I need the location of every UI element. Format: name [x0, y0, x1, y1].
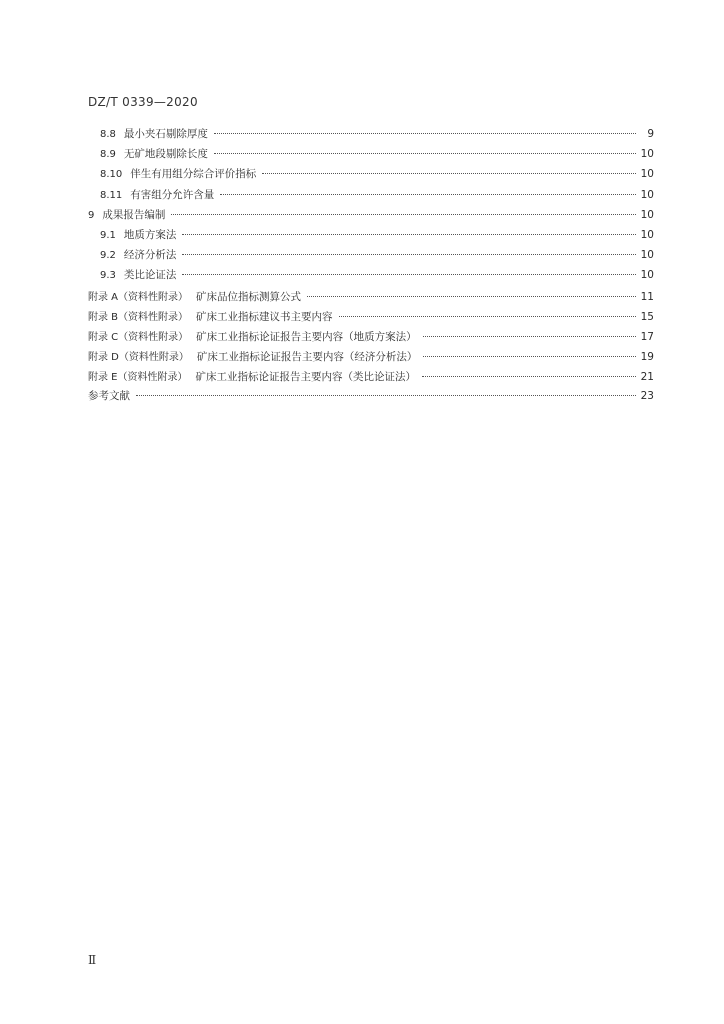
dot-leader — [182, 234, 636, 235]
toc-entry-title: 有害组分允许含量 — [130, 188, 215, 201]
table-of-contents — [88, 126, 654, 409]
toc-entry-page: 10 — [640, 249, 654, 262]
dot-leader — [423, 356, 636, 357]
toc-entry-number: 9.3 — [100, 270, 116, 282]
toc-entry-page: 17 — [640, 330, 654, 343]
toc-entry-page: 19 — [640, 351, 654, 364]
toc-entry-page: 15 — [640, 310, 654, 323]
dot-leader — [182, 254, 636, 255]
toc-entry-title: 经济分析法 — [123, 249, 177, 262]
page-number: Ⅱ — [88, 953, 97, 967]
toc-entry-page: 10 — [640, 208, 654, 221]
toc-entry-number: 8.10 — [100, 169, 123, 181]
toc-entry-page: 10 — [640, 188, 654, 201]
toc-entry-8-10[interactable] — [88, 166, 654, 186]
toc-entry-appendix-e[interactable] — [88, 368, 654, 388]
toc-entry-title: 参考文献 — [88, 390, 130, 403]
toc-entry-title: 矿床工业指标论证报告主要内容（类比论证法） — [195, 371, 416, 384]
toc-entry-title: 矿床品位指标测算公式 — [196, 290, 302, 303]
dot-leader — [214, 153, 636, 154]
toc-entry-title: 类比论证法 — [123, 269, 177, 282]
toc-entry-9-1[interactable] — [88, 227, 654, 247]
toc-entry-page: 21 — [640, 371, 654, 384]
toc-entry-appendix-d[interactable] — [88, 348, 654, 368]
toc-entry-page: 10 — [640, 269, 654, 282]
toc-entry-appendix-b[interactable] — [88, 308, 654, 328]
toc-entry-9-3[interactable] — [88, 267, 654, 287]
toc-entry-page: 10 — [640, 168, 654, 181]
toc-entry-page: 11 — [640, 290, 654, 303]
dot-leader — [136, 395, 636, 396]
toc-entry-number: 附录 B（资料性附录） — [88, 311, 189, 323]
dot-leader — [262, 173, 636, 174]
toc-entry-8-8[interactable] — [88, 126, 654, 146]
toc-entry-number: 9 — [88, 209, 95, 221]
toc-entry-page: 10 — [640, 148, 654, 161]
dot-leader — [423, 336, 636, 337]
dot-leader — [171, 214, 636, 215]
toc-entry-number: 附录 C（资料性附录） — [88, 331, 189, 343]
dot-leader — [307, 296, 636, 297]
toc-entry-title: 矿床工业指标建议书主要内容 — [196, 310, 333, 323]
toc-entry-number: 附录 A（资料性附录） — [88, 291, 189, 303]
toc-entry-number: 附录 D（资料性附录） — [88, 352, 189, 364]
toc-entry-title: 地质方案法 — [123, 228, 177, 241]
dot-leader — [214, 133, 636, 134]
toc-entry-title: 矿床工业指标论证报告主要内容（地质方案法） — [196, 330, 417, 343]
dot-leader — [422, 376, 636, 377]
toc-entry-9-2[interactable] — [88, 247, 654, 267]
toc-entry-number: 8.11 — [100, 189, 123, 201]
toc-entry-page: 9 — [647, 128, 654, 140]
dot-leader — [182, 274, 636, 275]
toc-entry-title: 成果报告编制 — [102, 208, 166, 221]
toc-entry-page: 23 — [640, 390, 654, 403]
toc-entry-appendix-c[interactable] — [88, 328, 654, 348]
toc-entry-8-11[interactable] — [88, 187, 654, 207]
dot-leader — [339, 316, 636, 317]
toc-entry-title: 伴生有用组分综合评价指标 — [130, 168, 257, 181]
toc-entry-9[interactable] — [88, 207, 654, 227]
toc-entry-title: 矿床工业指标论证报告主要内容（经济分析法） — [196, 351, 418, 364]
toc-entry-number: 8.9 — [100, 149, 116, 161]
toc-entry-title: 最小夹石剔除厚度 — [123, 128, 208, 140]
toc-entry-8-9[interactable] — [88, 146, 654, 166]
toc-entry-appendix-a[interactable] — [88, 288, 654, 308]
dot-leader — [220, 194, 636, 195]
toc-entry-number: 9.2 — [100, 250, 116, 262]
document-code-header: DZ/T 0339—2020 — [88, 95, 198, 109]
toc-entry-page: 10 — [640, 228, 654, 241]
toc-entry-title: 无矿地段剔除长度 — [123, 148, 208, 161]
toc-entry-references[interactable] — [88, 388, 654, 408]
toc-entry-number: 8.8 — [100, 129, 116, 140]
toc-entry-number: 附录 E（资料性附录） — [88, 372, 188, 384]
toc-entry-number: 9.1 — [100, 229, 116, 241]
